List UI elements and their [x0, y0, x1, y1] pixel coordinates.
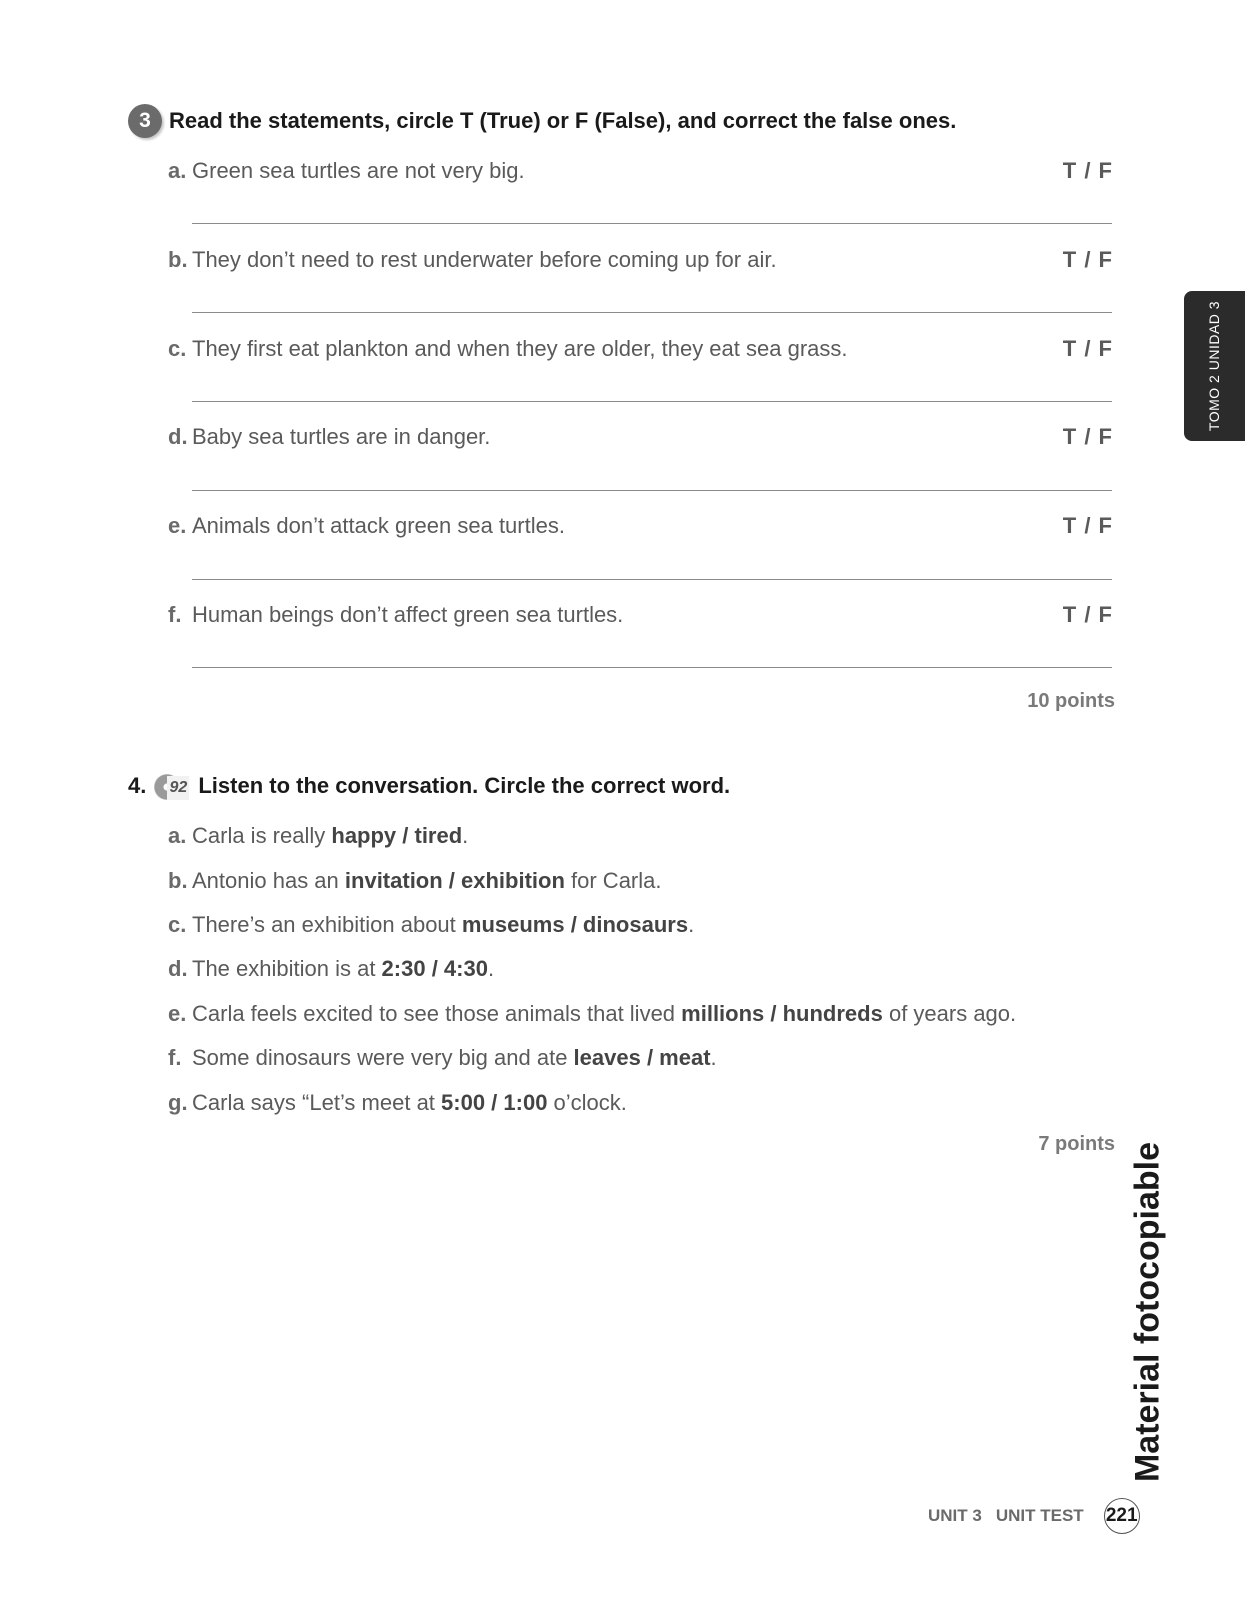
true-false-choice[interactable]: T / F — [1062, 336, 1113, 361]
item-text-after: . — [710, 1045, 717, 1070]
item-text-after: . — [487, 956, 495, 981]
item-letter: e. — [168, 513, 187, 538]
item-g — [168, 1090, 627, 1116]
exercise-4-instruction: Listen to the conversation. Circle the correct word. — [198, 773, 731, 798]
statement-c — [168, 336, 1113, 366]
item-letter: f. — [168, 1045, 182, 1070]
item-letter: d. — [168, 956, 188, 981]
item-text-before: Carla says “Let’s meet at — [192, 1090, 442, 1115]
page-footer — [928, 1498, 1140, 1534]
statement-d — [168, 424, 1113, 454]
word-options[interactable]: 5:00 / 1:00 — [441, 1090, 548, 1115]
item-letter: d. — [168, 424, 188, 449]
statement-text: They don’t need to rest underwater before coming up for air. — [192, 247, 777, 272]
true-false-choice[interactable]: T / F — [1062, 247, 1113, 272]
item-e — [168, 1001, 1016, 1027]
item-letter: b. — [168, 868, 188, 893]
word-options[interactable]: leaves / meat — [573, 1045, 711, 1070]
item-text-before: Some dinosaurs were very big and ate — [192, 1045, 574, 1070]
page-number: 221 — [1104, 1498, 1140, 1534]
statement-text: Animals don’t attack green sea turtles. — [192, 513, 565, 538]
exercise-number: 4. — [128, 773, 147, 798]
true-false-choice[interactable]: T / F — [1062, 602, 1113, 627]
true-false-choice[interactable]: T / F — [1062, 513, 1113, 538]
footer-test: UNIT TEST — [995, 1506, 1084, 1525]
word-options[interactable]: millions / hundreds — [681, 1001, 883, 1026]
word-options[interactable]: happy / tired — [331, 823, 463, 848]
answer-line[interactable] — [192, 490, 1112, 491]
statement-a — [168, 158, 1113, 188]
statement-e — [168, 513, 1113, 543]
answer-line[interactable] — [192, 579, 1112, 580]
item-text-after: of years ago. — [882, 1001, 1017, 1026]
statement-text: Baby sea turtles are in danger. — [192, 424, 491, 449]
item-letter: a. — [168, 823, 187, 848]
item-text-before: Carla is really — [192, 823, 332, 848]
exercise-4-heading — [128, 772, 730, 800]
statement-f — [168, 602, 1113, 632]
item-text-before: Carla feels excited to see those animals that lived — [192, 1001, 682, 1026]
answer-line[interactable] — [192, 312, 1112, 313]
true-false-choice[interactable]: T / F — [1062, 158, 1113, 183]
item-letter: b. — [168, 247, 188, 272]
item-text-before: Antonio has an — [192, 868, 345, 893]
exercise-3-heading — [128, 104, 956, 138]
word-options[interactable]: 2:30 / 4:30 — [381, 956, 488, 981]
true-false-choice[interactable]: T / F — [1062, 424, 1113, 449]
statement-text: Green sea turtles are not very big. — [192, 158, 525, 183]
item-letter: e. — [168, 1001, 187, 1026]
item-letter: c. — [168, 912, 187, 937]
item-letter: g. — [168, 1090, 188, 1115]
item-letter: f. — [168, 602, 182, 627]
exercise-3-points: 10 points — [1027, 690, 1115, 712]
word-options[interactable]: invitation / exhibition — [344, 868, 565, 893]
item-text-before: There’s an exhibition about — [192, 912, 462, 937]
item-d — [168, 956, 494, 982]
word-options[interactable]: museums / dinosaurs — [461, 912, 689, 937]
statement-text: Human beings don’t affect green sea turtles. — [192, 602, 624, 627]
item-b — [168, 868, 662, 894]
statement-text: They first eat plankton and when they are older, they eat sea grass. — [192, 336, 848, 361]
photocopiable-label: Material fotocopiable — [1128, 1141, 1167, 1483]
item-text-before: The exhibition is at — [192, 956, 382, 981]
exercise-3-instruction: Read the statements, circle T (True) or F (False), and correct the false ones. — [169, 108, 957, 133]
exercise-4-points: 7 points — [1038, 1133, 1115, 1155]
statement-b — [168, 247, 1113, 277]
item-text-after: . — [462, 823, 469, 848]
answer-line[interactable] — [192, 401, 1112, 402]
answer-line[interactable] — [192, 667, 1112, 668]
item-letter: c. — [168, 336, 187, 361]
footer-unit: UNIT 3 — [928, 1506, 982, 1525]
item-letter: a. — [168, 158, 187, 183]
answer-line[interactable] — [192, 223, 1112, 224]
item-f — [168, 1045, 717, 1071]
item-a — [168, 823, 468, 849]
audio-track-number: 92 — [167, 776, 189, 800]
item-text-after: . — [688, 912, 695, 937]
audio-cd-icon — [154, 772, 190, 800]
item-text-after: o’clock. — [547, 1090, 627, 1115]
exercise-number-badge: 3 — [128, 104, 162, 138]
side-tab-label: TOMO 2 UNIDAD 3 — [1206, 300, 1222, 432]
side-tab — [1184, 291, 1245, 441]
item-c — [168, 912, 694, 938]
item-text-after: for Carla. — [564, 868, 662, 893]
